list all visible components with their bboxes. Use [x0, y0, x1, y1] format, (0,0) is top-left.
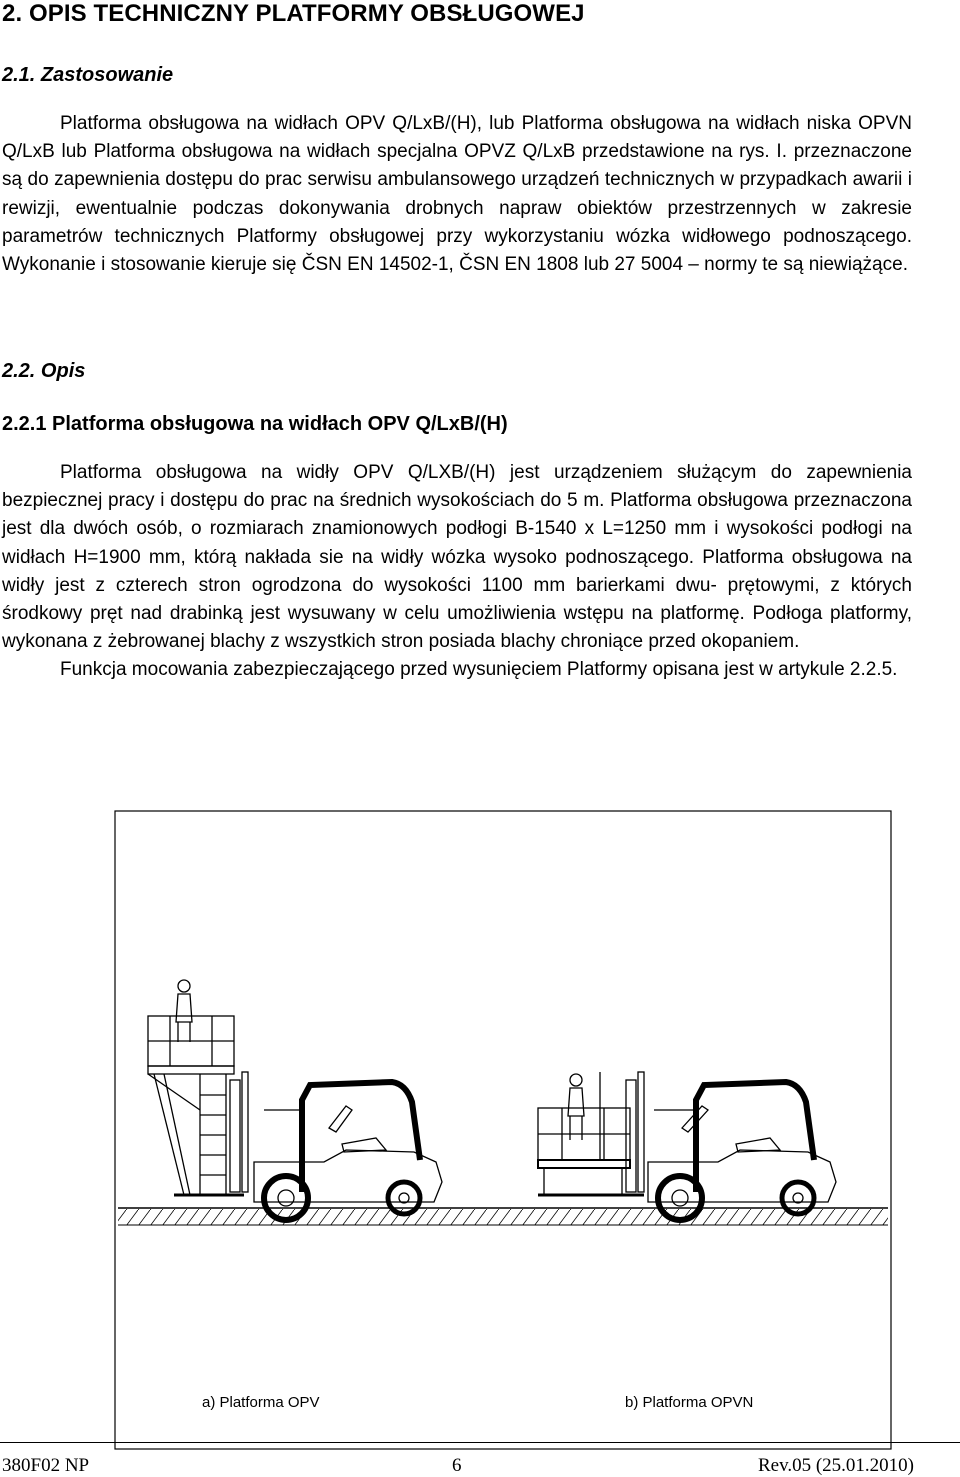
ground-hatch — [118, 1208, 888, 1225]
page-title: 2. OPIS TECHNICZNY PLATFORMY OBSŁUGOWEJ — [2, 0, 585, 27]
figure-caption-opv: a) Platforma OPV — [202, 1394, 320, 1411]
footer-page-number: 6 — [452, 1455, 462, 1476]
paragraph-zastosowanie: Platforma obsługowa na widłach OPV Q/LxB/(H), lub Platforma obsługowa na widłach niska OPVN Q/LxB lub Platforma obsługowa na widłach specjalna OPVZ Q/LxB przedstawione na rys. I. przeznaczone są do zapewnienia dostępu do prac serwisu ambulansowego urządzeń technicznych w przypadkach awarii i rewizji, ewentualnie podczas dokonywania drobnych napraw obiektów przestrzennych w zakresie parametrów technicznych Platformy obsługowej przy wykorzystaniu wózka widłowego podnoszącego. Wykonanie i stosowanie kieruje się ČSN EN 14502-1, ČSN EN 1808 lub 27 5004 – normy te są niewiążące. — [2, 113, 912, 276]
section-text-zastosowanie — [2, 110, 912, 279]
footer-divider — [0, 1442, 960, 1443]
forklift-opvn — [626, 1072, 836, 1220]
platform-opvn — [538, 1072, 644, 1195]
paragraph-opv-description: Platforma obsługowa na widły OPV Q/LXB/(H) jest urządzeniem służącym do zapewnienia bezpiecznej pracy i dostępu do prac na średnich wysokościach do 5 m. Platforma obsługowa przeznaczona jest dla dwóch osób, o rozmiarach znamionowych podłogi B-1540 x L=1250 mm i wysokości podłogi na widłach H=1900 mm, którą nakłada sie na widły wózka wysoko podnoszącego. Platforma obsługowa na widły jest z czterech stron ogrodzona do wysokości 1100 mm barierkami dwu- prętowymi, z których środkowy pręt nad drabinką jest wysuwany w celu umożliwienia wstępu na platformę. Podłoga platformy, wykonana z żebrowanej blachy z wszystkich stron posiada blachy chroniące przed okopaniem. — [2, 462, 912, 653]
section-text-opv — [2, 459, 912, 685]
figure-caption-opvn: b) Platforma OPVN — [625, 1394, 754, 1411]
figure-frame — [115, 811, 891, 1449]
section-heading-zastosowanie: 2.1. Zastosowanie — [2, 64, 174, 86]
subsection-heading-opv: 2.2.1 Platforma obsługowa na widłach OPV Q/LxB/(H) — [2, 413, 508, 435]
platform-opv — [148, 980, 234, 1195]
paragraph-opv-mounting: Funkcja mocowania zabezpieczającego przed wysunięciem Platformy opisana jest w artykule 2.2.5. — [60, 659, 898, 681]
footer-doc-code: 380F02 NP — [2, 1455, 90, 1476]
section-heading-opis: 2.2. Opis — [2, 360, 86, 382]
figure-forklift-platforms — [114, 810, 892, 1450]
forklift-opv — [174, 1072, 442, 1220]
footer-revision: Rev.05 (25.01.2010) — [757, 1455, 914, 1476]
